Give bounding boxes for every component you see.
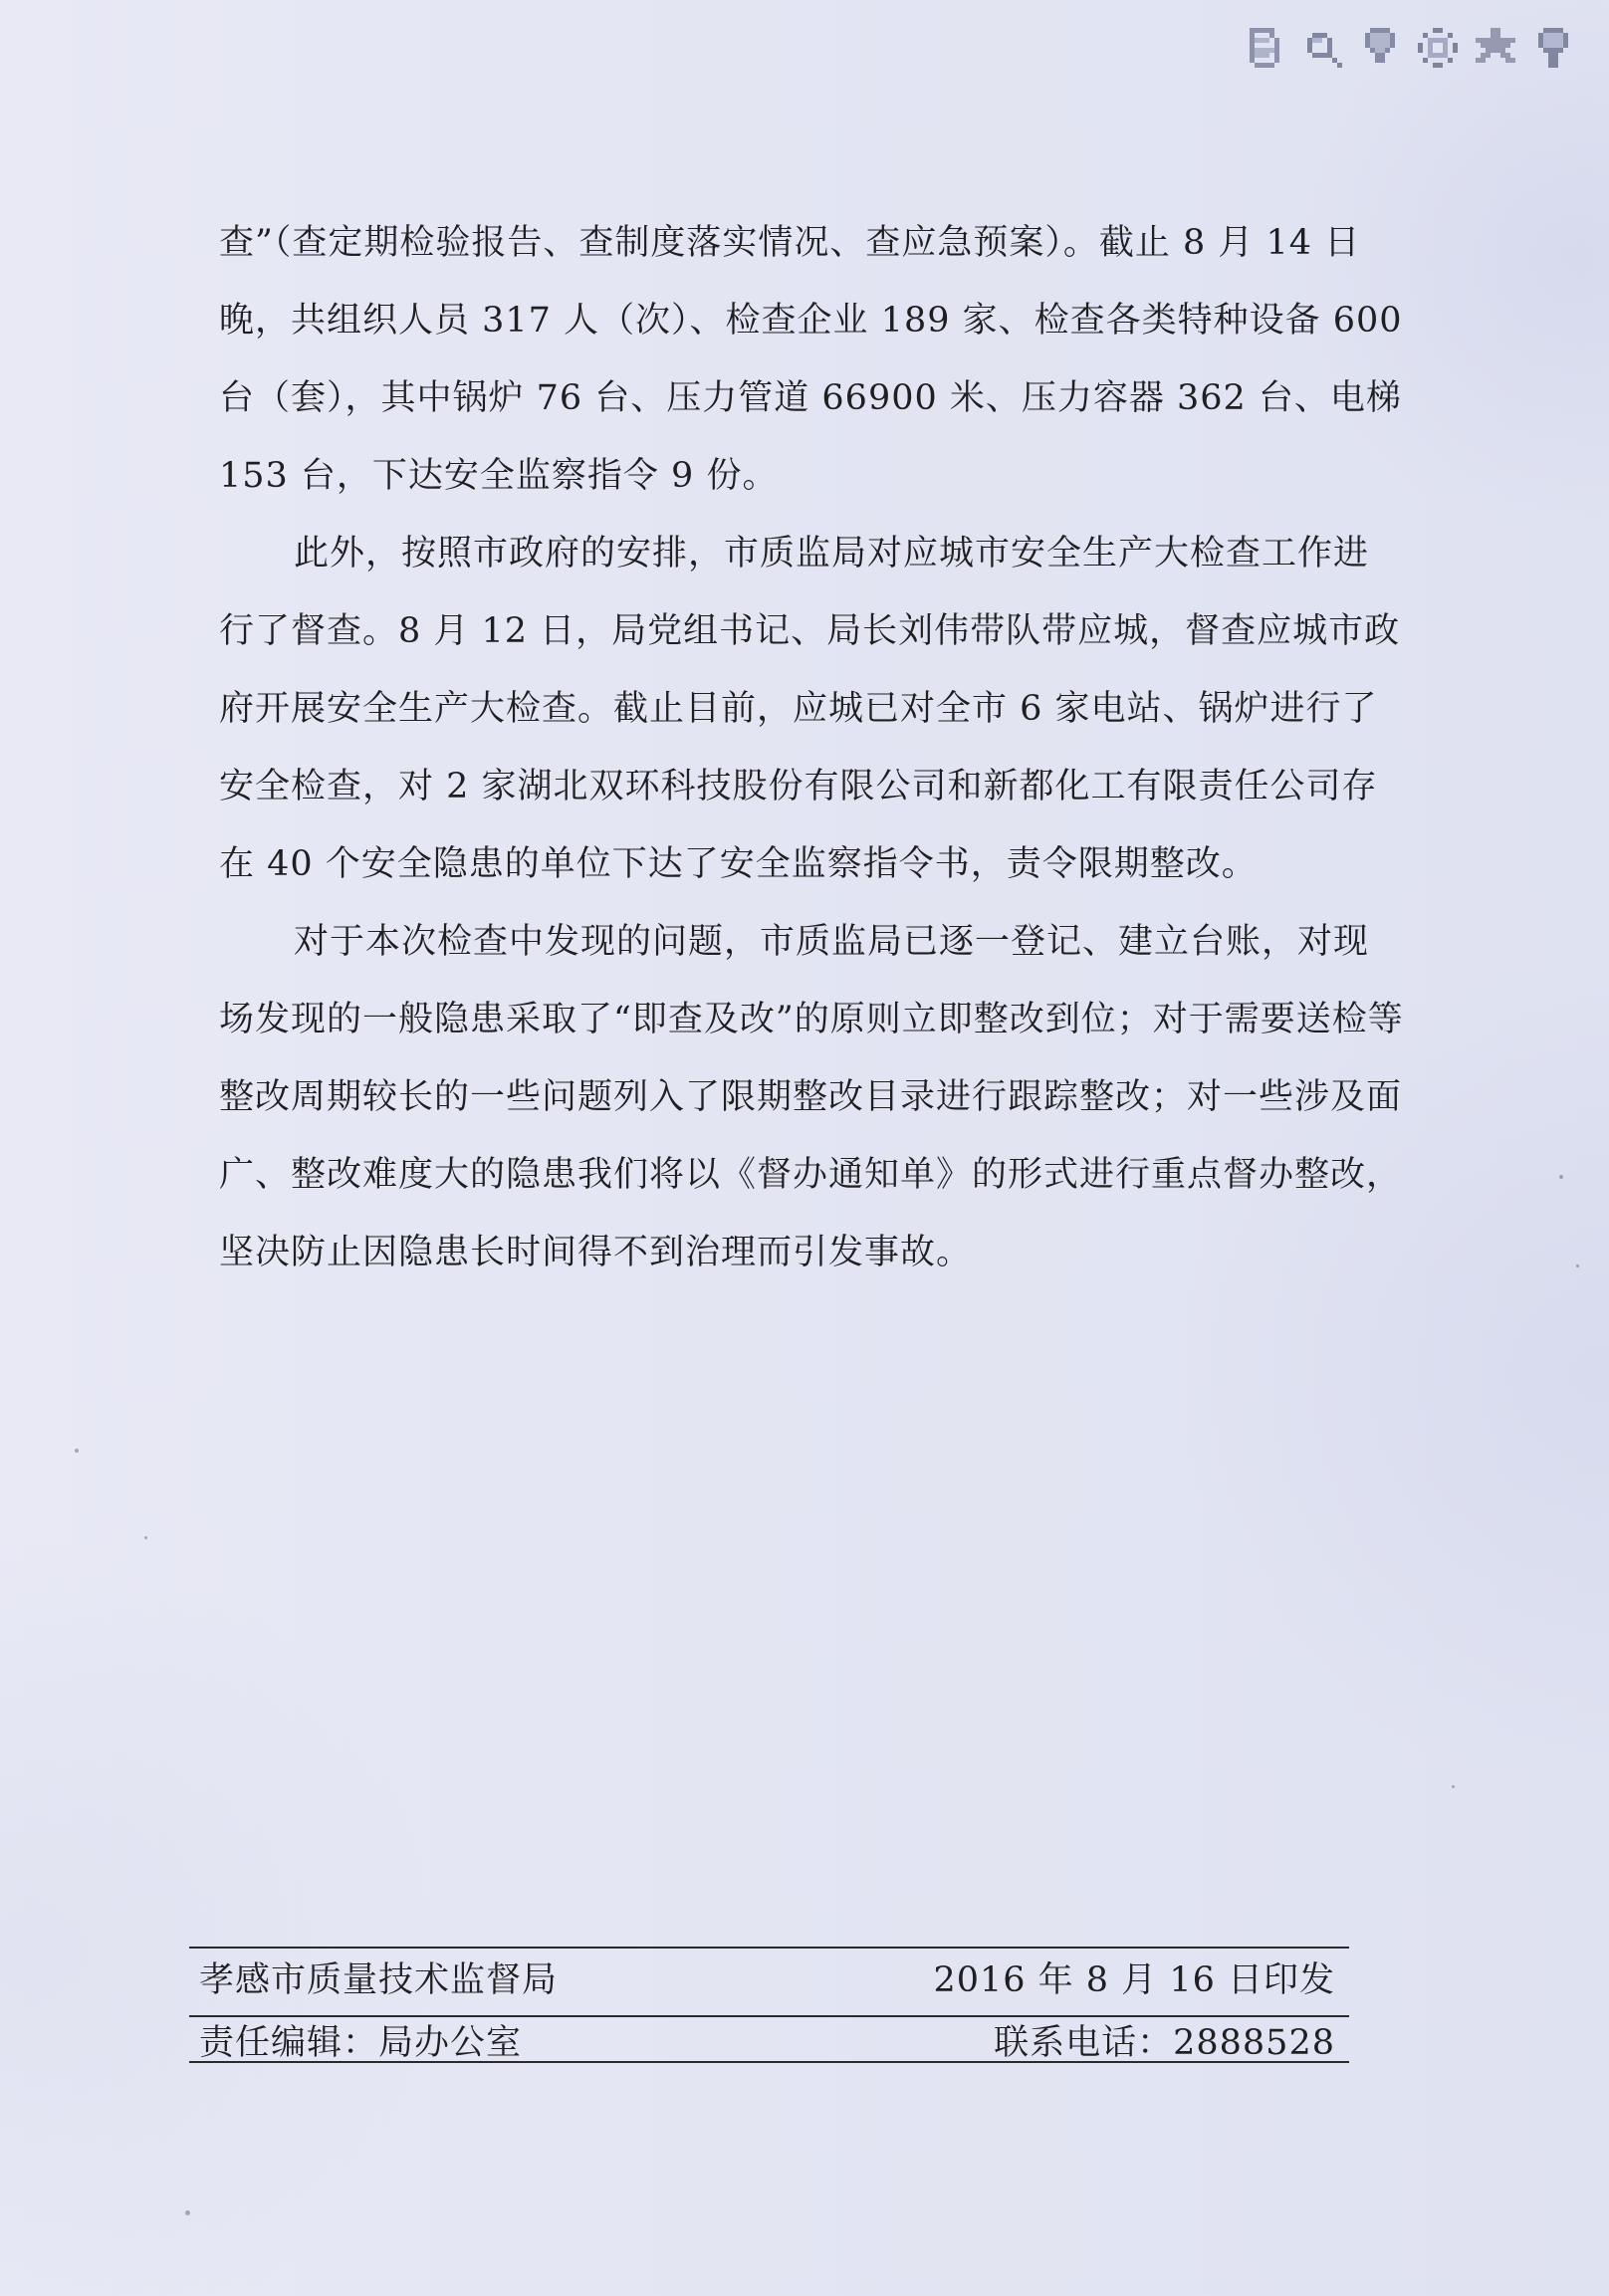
footer-editor: 责任编辑：局办公室 bbox=[199, 2023, 523, 2063]
paragraph-2: 此外，按照市政府的安排，市质监局对应城市安全生产大检查工作进行了督查。8 月 12 日，局党组书记、局长刘伟带队带应城，督查应城市政府开展安全生产大检查。截止目前，应城已对全市 6 家电站、锅炉进行了安全检查，对 2 家湖北双环科技股份有限公司和新都化工有限责任公司存在 40 个安全隐患的单位下达了安全监察指令书，责令限期整改。 bbox=[219, 534, 1401, 884]
footer-issue-date: 2016 年 8 月 16 日印发 bbox=[933, 1960, 1335, 2000]
scan-speck bbox=[1452, 1785, 1455, 1788]
footer-phone: 联系电话：2888528 bbox=[994, 2023, 1335, 2063]
shield-icon bbox=[1360, 27, 1400, 69]
footer-org: 孝感市质量技术监督局 bbox=[199, 1960, 559, 2000]
scan-speck bbox=[144, 1536, 147, 1539]
magnifier-icon bbox=[1302, 27, 1342, 69]
star-icon bbox=[1476, 27, 1515, 69]
pin-icon bbox=[1533, 27, 1573, 69]
scan-speck bbox=[1576, 1264, 1579, 1267]
scan-speck bbox=[75, 1449, 79, 1453]
body-text bbox=[219, 204, 1415, 1291]
document-icon bbox=[1245, 27, 1284, 69]
paragraph-3: 对于本次检查中发现的问题，市质监局已逐一登记、建立台账，对现场发现的一般隐患采取了“即查及改”的原则立即整改到位；对于需要送检等整改周期较长的一些问题列入了限期整改目录进行跟踪整改；对一些涉及面广、整改难度大的隐患我们将以《督办通知单》的形式进行重点督办整改，坚决防止因隐患长时间得不到治理而引发事故。 bbox=[219, 922, 1404, 1272]
gear-icon bbox=[1418, 27, 1458, 69]
footer-middle-line bbox=[189, 2015, 1349, 2017]
pixel-icon-cluster bbox=[1245, 20, 1573, 76]
scan-speck bbox=[1559, 1175, 1563, 1179]
scan-speck bbox=[185, 2210, 190, 2215]
paragraph-1: 查”（查定期检验报告、查制度落实情况、查应急预案）。截止 8 月 14 日晚，共组织人员 317 人（次）、检查企业 189 家、检查各类特种设备 600 台（套），其中锅炉 76 台、压力管道 66900 米、压力容器 362 台、电梯 153 台，下达安全监察指令 9 份。 bbox=[219, 223, 1415, 496]
footer-top-line bbox=[189, 1947, 1349, 1949]
